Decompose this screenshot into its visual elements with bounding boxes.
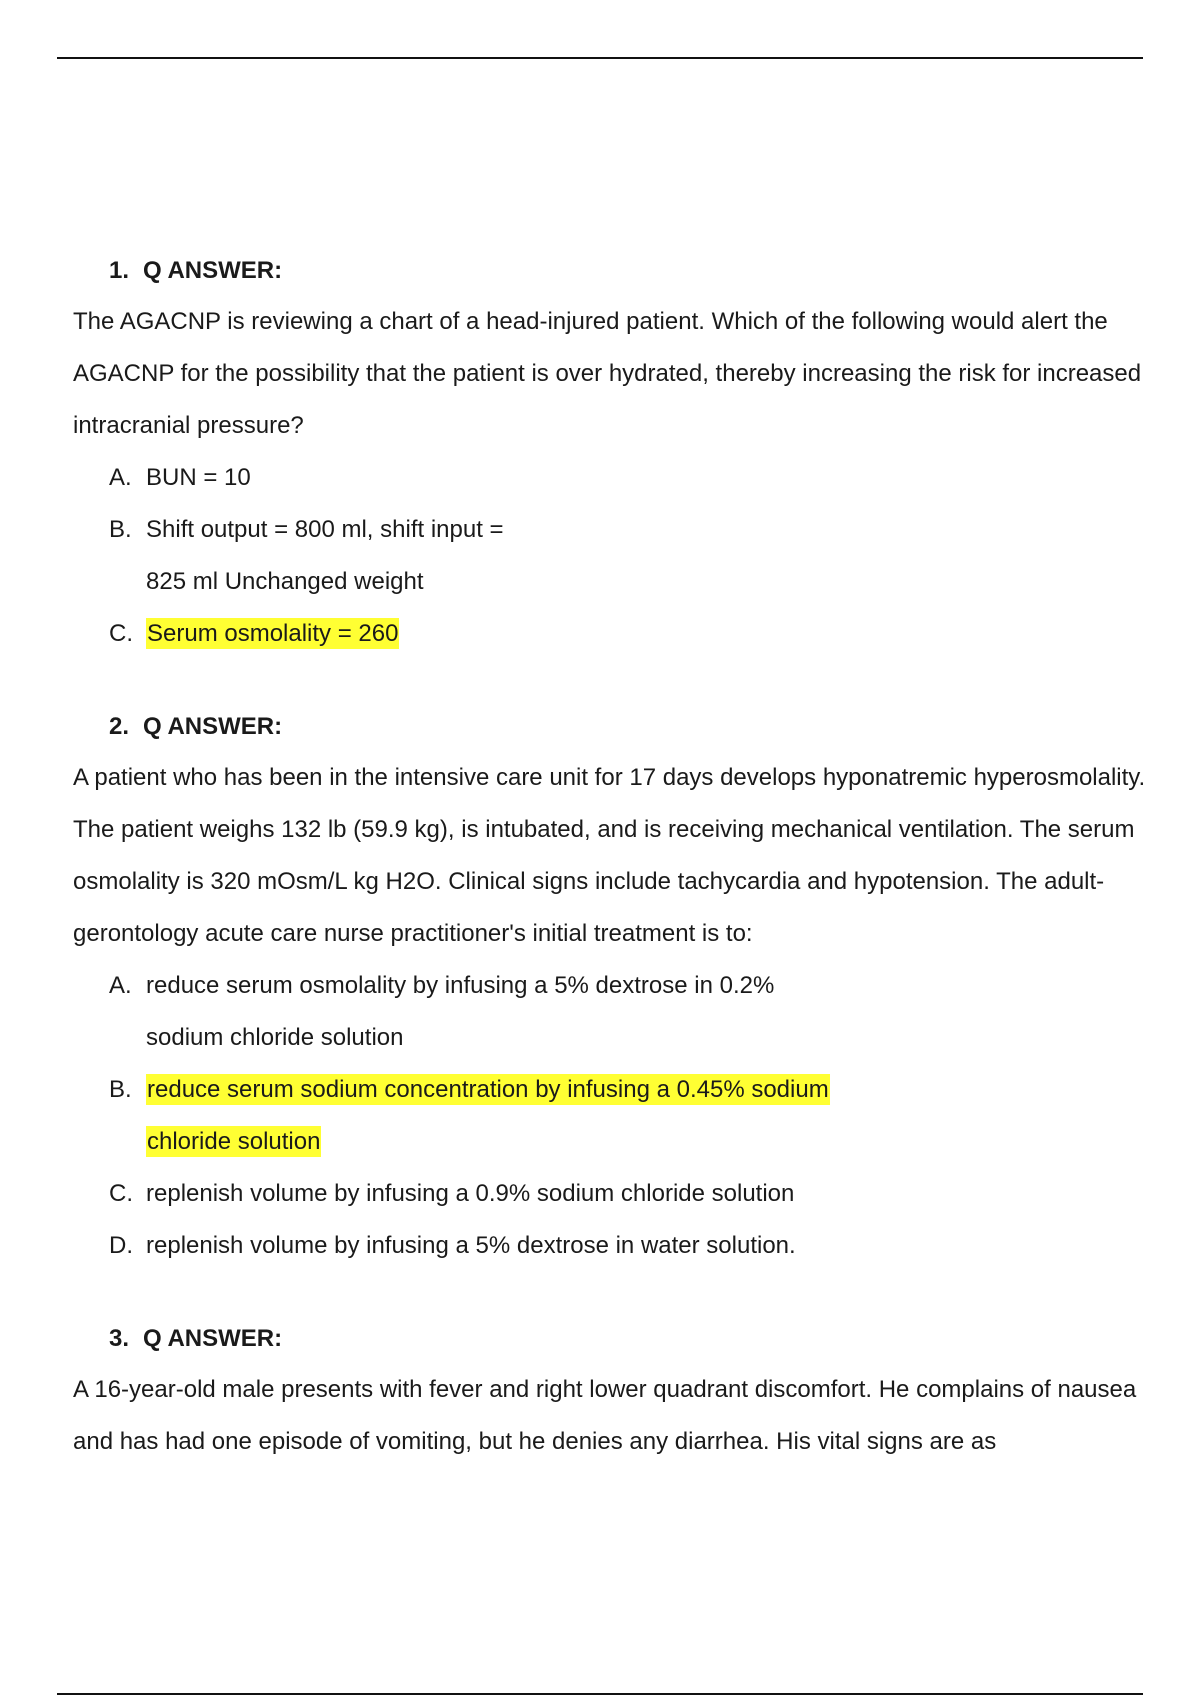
option-text: replenish volume by infusing a 5% dextrose in water solution. — [146, 1232, 796, 1259]
option-letter: B. — [109, 516, 132, 543]
option-text-continued: 825 ml Unchanged weight — [146, 568, 424, 595]
answer-option-a — [73, 960, 1159, 1012]
option-letter: A. — [109, 972, 132, 999]
highlighted-answer: Serum osmolality = 260 — [147, 620, 399, 647]
answer-option-b-continued — [73, 556, 1159, 608]
option-letter: C. — [109, 620, 133, 647]
option-letter: B. — [109, 1076, 132, 1103]
option-letter: C. — [109, 1180, 133, 1207]
question-stem: A 16-year-old male presents with fever and right lower quadrant discomfort. He complains of nausea and has had one episode of vomiting, but he denies any diarrhea. His vital signs are as — [73, 1376, 1137, 1455]
option-text: Shift output = 800 ml, shift input = — [146, 516, 504, 543]
answer-option-b-correct — [73, 1064, 1159, 1116]
option-text: replenish volume by infusing a 0.9% sodium chloride solution — [146, 1180, 795, 1207]
bottom-rule — [57, 1693, 1143, 1695]
highlighted-answer-continued: chloride solution — [147, 1128, 321, 1155]
option-text-continued: sodium chloride solution — [146, 1024, 404, 1051]
question-number: 3. — [109, 1325, 130, 1352]
answer-option-c — [73, 1168, 1159, 1220]
question-heading — [109, 712, 1159, 742]
answer-option-a — [73, 452, 1159, 504]
highlighted-answer: reduce serum sodium concentration by infusing a 0.45% sodium — [147, 1076, 829, 1103]
document-body — [73, 256, 1159, 1468]
question-heading — [109, 1324, 1159, 1354]
question-heading-label: Q ANSWER: — [143, 713, 283, 740]
option-text: reduce serum osmolality by infusing a 5% dextrose in 0.2% — [146, 972, 775, 999]
top-rule — [57, 57, 1143, 59]
answer-options — [73, 960, 1159, 1272]
question-stem: The AGACNP is reviewing a chart of a head-injured patient. Which of the following would alert the AGACNP for the possibility that the patient is over hydrated, thereby increasing the risk for increased intracranial pressure? — [73, 308, 1142, 439]
question-heading-label: Q ANSWER: — [143, 257, 283, 284]
option-text: BUN = 10 — [146, 464, 251, 491]
option-letter: A. — [109, 464, 132, 491]
question-heading-label: Q ANSWER: — [143, 1325, 283, 1352]
answer-options — [73, 452, 1159, 660]
question-3 — [73, 1324, 1159, 1468]
answer-option-c-correct — [73, 608, 1159, 660]
question-heading — [109, 256, 1159, 286]
option-letter: D. — [109, 1232, 133, 1259]
question-stem: A patient who has been in the intensive care unit for 17 days develops hyponatremic hyperosmolality. The patient weighs 132 lb (59.9 kg), is intubated, and is receiving mechanical ventilation. The serum osmolality is 320 mOsm/L kg H2O. Clinical signs include tachycardia and hypotension. The adult-gerontology acute care nurse practitioner's initial treatment is to: — [73, 764, 1146, 947]
answer-option-b — [73, 504, 1159, 556]
question-number: 2. — [109, 713, 130, 740]
answer-option-b-continued — [73, 1116, 1159, 1168]
answer-option-a-continued — [73, 1012, 1159, 1064]
question-number: 1. — [109, 257, 130, 284]
question-1 — [73, 256, 1159, 660]
question-2 — [73, 712, 1159, 1272]
answer-option-d — [73, 1220, 1159, 1272]
